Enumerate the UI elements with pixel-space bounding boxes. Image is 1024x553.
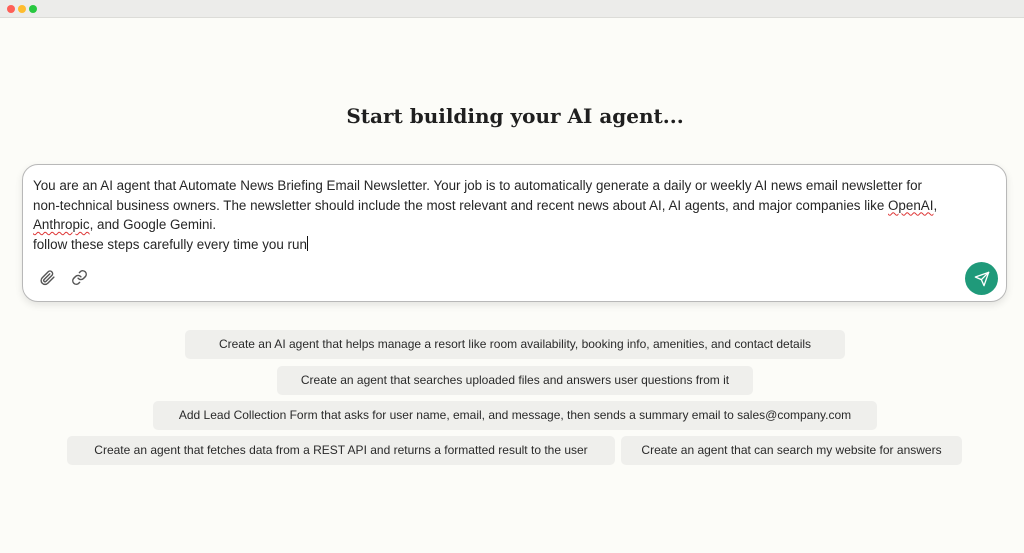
paper-plane-icon	[974, 271, 990, 287]
suggestion-chip[interactable]: Create an agent that searches uploaded files and answers user questions from it	[277, 366, 753, 395]
prompt-line: follow these steps carefully every time you run	[33, 236, 307, 252]
page-heading: Start building your AI agent...	[346, 104, 684, 128]
attach-file-button[interactable]	[36, 266, 58, 288]
prompt-line: , and Google Gemini.	[89, 217, 217, 232]
suggestion-chip[interactable]: Create an agent that fetches data from a REST API and returns a formatted result to the user	[67, 436, 615, 465]
link-icon	[71, 269, 88, 286]
agent-prompt-composer	[22, 164, 1007, 302]
close-window-button[interactable]	[7, 5, 15, 13]
paperclip-icon	[39, 269, 56, 286]
window-titlebar	[0, 0, 1024, 18]
prompt-textarea[interactable]	[33, 176, 998, 254]
prompt-line: You are an AI agent that Automate News Briefing Email Newsletter. Your job is to automatically generate a daily or weekly AI news email newsletter for	[33, 178, 922, 193]
misspelled-word: OpenAI	[888, 197, 934, 213]
text-caret	[307, 236, 308, 251]
misspelled-word: Anthropic	[33, 217, 90, 232]
suggestion-chip[interactable]: Add Lead Collection Form that asks for user name, email, and message, then sends a summary email to sales@company.com	[153, 401, 877, 430]
minimize-window-button[interactable]	[18, 5, 26, 13]
send-button[interactable]	[965, 262, 998, 295]
prompt-line: non-technical business owners. The newsletter should include the most relevant and recent news about AI, AI agents, and major companies like	[33, 197, 889, 213]
maximize-window-button[interactable]	[29, 5, 37, 13]
suggestion-chip[interactable]: Create an AI agent that helps manage a resort like room availability, booking info, amenities, and contact details	[185, 330, 845, 359]
insert-link-button[interactable]	[68, 266, 90, 288]
suggestion-chip[interactable]: Create an agent that can search my website for answers	[621, 436, 962, 465]
prompt-line: ,	[933, 197, 938, 213]
